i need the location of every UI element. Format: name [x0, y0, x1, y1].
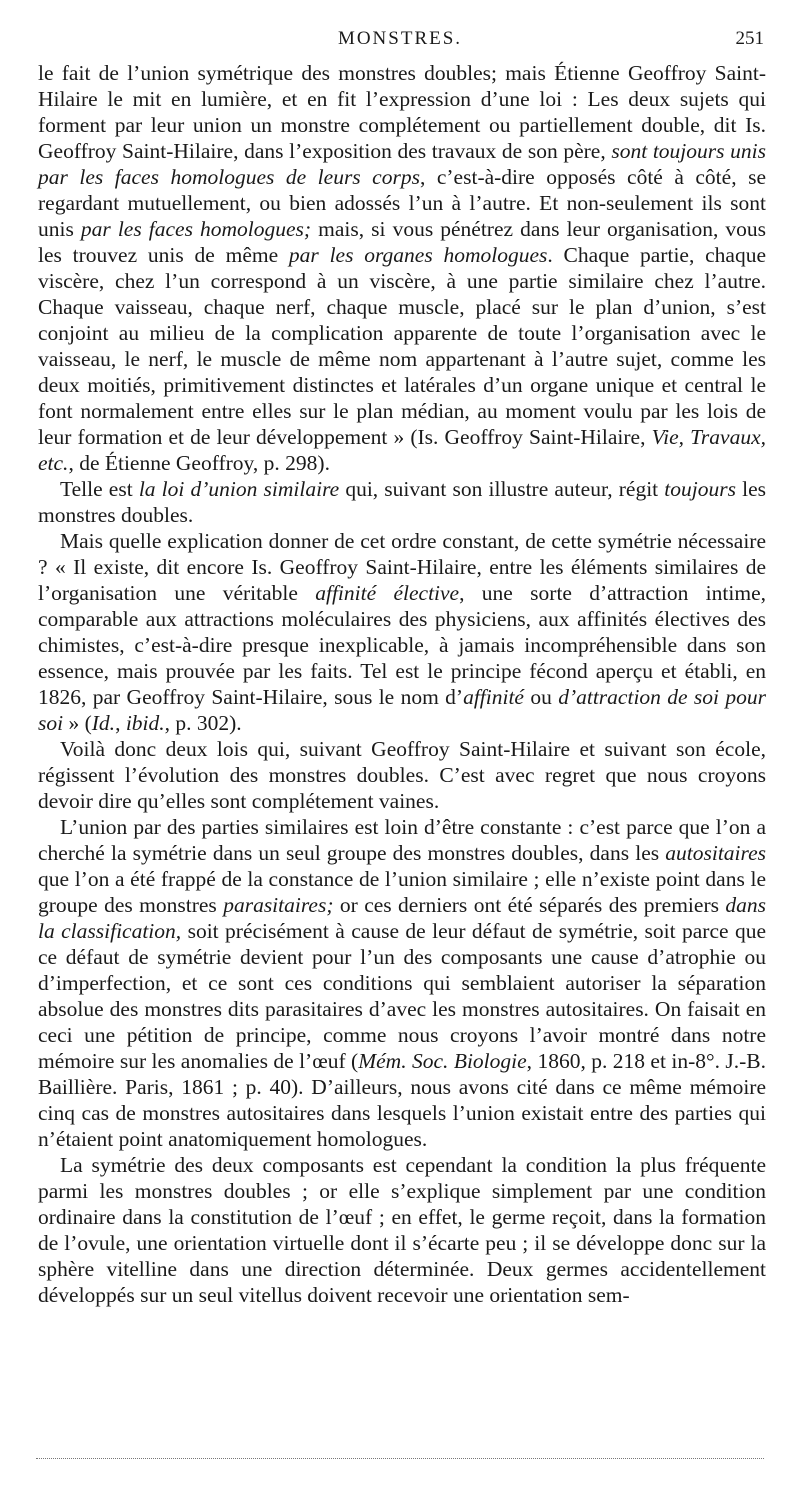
text-run: , de Étienne Geoffroy, p. 298).	[68, 451, 330, 475]
text-run: ,	[115, 711, 126, 735]
italic-text: dans la classification,	[38, 893, 767, 943]
text-run: La symétrie des deux composants est cependant la condition la plus fréquente parmi les monstres doubles ; or elle s’explique simplement par une condition ordinaire dans la constitution de l’œuf ; en effet, le germe reçoit, dans la formation de l’ovule, une orientation virtuelle dont il s’écarte peu ; il se développe donc sur la sphère vitelline dans une direction déterminée. Deux germes accidentellement développés sur un seul vitellus doivent recevoir une orientation sem-	[38, 1153, 766, 1307]
text-run: les monstres doubles.	[38, 477, 767, 527]
italic-text: par les faces homologues;	[80, 217, 312, 241]
text-run: le fait de l’union symétrique des monstres doubles; mais Étienne Geoffroy Saint-Hilaire le mit en lumière, et en fit l’expression d’une loi : Les deux sujets qui forment par leur union un monstre complétement ou partiellement double, dit Is. Geoffroy Saint-Hilaire, dans l’exposition des travaux de son père,	[38, 61, 766, 163]
italic-text: Mém. Soc. Biologie	[358, 1049, 527, 1073]
text-run: , 1860, p. 218 et in-8°. J.-B. Baillière. Paris, 1861 ; p. 40). D’ailleurs, nous avons cité dans ce même mémoire cinq cas de monstres autositaires dans lesquels l’union existait entre des parties qui n’étaient point anatomiquement homologues.	[38, 1049, 766, 1151]
text-run: or ces derniers ont été séparés des premiers	[333, 893, 726, 917]
text-run: Voilà donc deux lois qui, suivant Geoffroy Saint-Hilaire et suivant son école, régissent l’évolution des monstres doubles. C’est avec regret que nous croyons devoir dire qu’elles sont complétement vaines.	[38, 737, 766, 813]
text-run: ou	[523, 685, 559, 709]
text-run: » (	[63, 711, 92, 735]
body-text	[38, 60, 766, 1308]
italic-text: autositaires	[665, 841, 766, 865]
paragraph-3	[38, 528, 766, 736]
text-run: Telle est	[60, 477, 139, 501]
paragraph-5	[38, 814, 766, 1152]
paragraph-4	[38, 736, 766, 814]
text-run: , p. 302).	[164, 711, 242, 735]
italic-text: Vie, Travaux, etc.	[38, 425, 766, 475]
text-run: Mais quelle explication donner de cet ordre constant, de cette symétrie nécessaire ? « Il existe, dit encore Is. Geoffroy Saint-Hilaire, entre les éléments similaires de l’organisation une véritable	[38, 529, 766, 605]
text-run: , c’est-à-dire opposés côté à côté, se regardant mutuellement, ou bien adossés l’un à l’autre. Et non-seulement ils sont unis	[38, 165, 766, 241]
italic-text: affinité élective	[315, 581, 460, 605]
italic-text: sont toujours unis par les faces homologues de leurs corps	[38, 139, 766, 189]
italic-text: d’attraction de soi pour soi	[38, 685, 766, 735]
text-run: . Chaque partie, chaque viscère, chez l’un correspond à un viscère, à une partie similaire chez l’autre. Chaque vaisseau, chaque nerf, chaque muscle, placé sur le plan d’union, s’est conjoint au milieu de la complication apparente de toute l’organisation avec le vaisseau, le nerf, le muscle de même nom appartenant à l’autre sujet, comme les deux moitiés, primitivement distinctes et latérales d’un organe unique et central le font normalement entre elles sur le plan médian, au moment voulu par les lois de leur formation et de leur développement » (Is. Geoffroy Saint-Hilaire,	[38, 243, 766, 449]
italic-text: affinité	[463, 685, 524, 709]
running-head	[36, 28, 764, 56]
paragraph-6	[38, 1152, 766, 1308]
page-number: 251	[735, 28, 764, 49]
italic-text: Id.	[91, 711, 116, 735]
text-run: soit précisément à cause de leur défaut de symétrie, soit parce que ce défaut de symétrie devient pour l’un des composants une cause d’atrophie ou d’imperfection, et ce sont ces conditions qui semblaient autoriser la séparation absolue des monstres dits parasitaires d’avec les monstres autositaires. On faisait en ceci une pétition de principe, comme nous croyons l’avoir montré dans notre mémoire sur les anomalies de l’œuf (	[38, 919, 766, 1073]
text-run: mais, si vous pénétrez dans leur organisation, vous les trouvez unis de même	[38, 217, 767, 267]
italic-text: ibid.	[125, 711, 165, 735]
running-title: MONSTRES.	[337, 28, 463, 49]
paragraph-1	[38, 60, 766, 476]
italic-text: parasitaires;	[223, 893, 334, 917]
italic-text: la loi d’union similaire	[138, 477, 340, 501]
text-run: qui, suivant son illustre auteur, régit	[339, 477, 665, 501]
italic-text: par les organes homologues	[288, 243, 548, 267]
paragraph-2	[38, 476, 766, 528]
text-run: L’union par des parties similaires est loin d’être constante : c’est parce que l’on a cherché la symétrie dans un seul groupe des monstres doubles, dans les	[38, 815, 766, 865]
text-run: que l’on a été frappé de la constance de l’union similaire ; elle n’existe point dans le groupe des monstres	[38, 867, 766, 917]
text-run: , une sorte d’attraction intime, comparable aux attractions moléculaires des physiciens, aux affinités électives des chimistes, c’est-à-dire presque inexplicable, à jamais incompréhensible dans son essence, mais prouvée par les faits. Tel est le principe fécond aperçu et établi, en 1826, par Geoffroy Saint-Hilaire, sous le nom d’	[38, 581, 766, 709]
italic-text: toujours	[664, 477, 736, 501]
footer-dotted-rule	[36, 1458, 764, 1459]
